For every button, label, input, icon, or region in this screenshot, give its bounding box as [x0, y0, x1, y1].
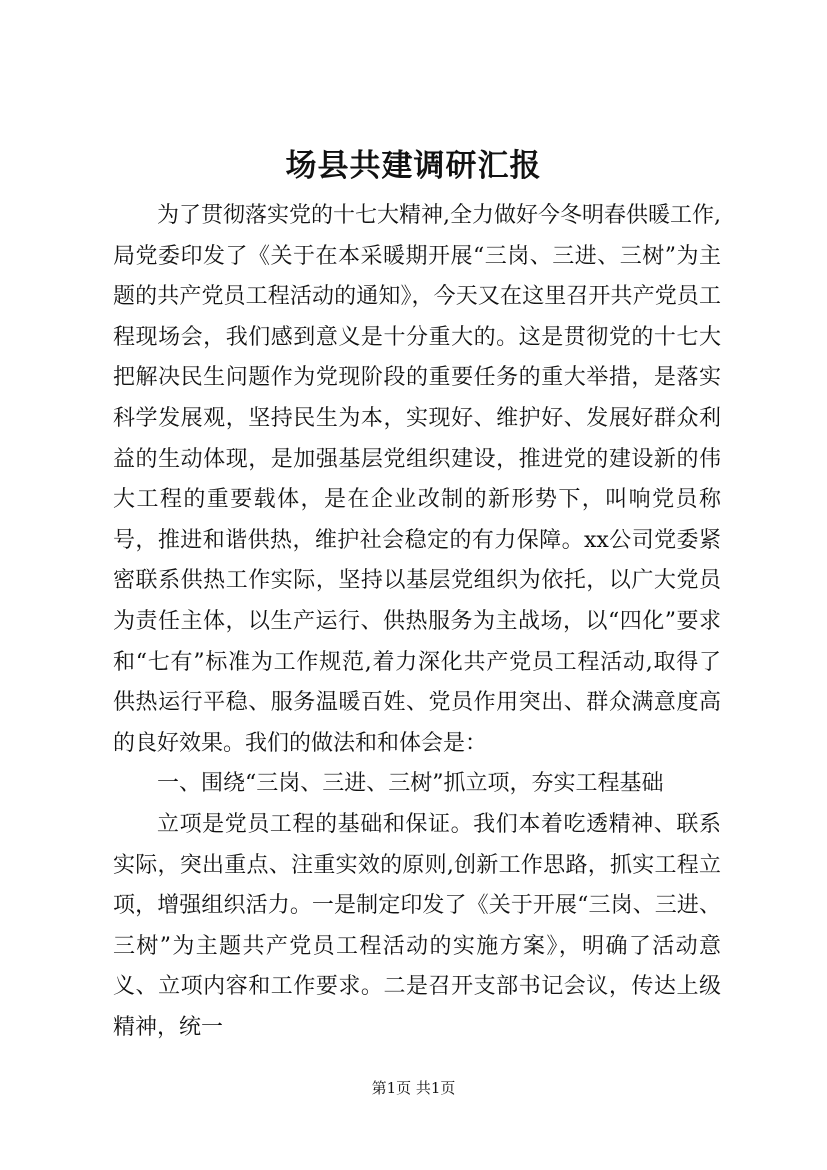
document-body [113, 196, 721, 1048]
paragraph-intro: 为了贯彻落实党的十七大精神,全力做好今冬明春供暖工作,局党委印发了《关于在本采暖期开展“三岗、三进、三树”为主题的共产党员工程活动的通知》，今天又在这里召开共产党员工程现场会，我们感到意义是十分重大的。这是贯彻党的十七大把解决民生问题作为党现阶段的重要任务的重大举措，是落实科学发展观，坚持民生为本，实现好、维护好、发展好群众利益的生动体现，是加强基层党组织建设，推进党的建设新的伟大工程的重要载体，是在企业改制的新形势下，叫响党员称号，推进和谐供热，维护社会稳定的有力保障。xx公司党委紧密联系供热工作实际，坚持以基层党组织为依托，以广大党员为责任主体，以生产运行、供热服务为主战场，以“四化”要求和“七有”标准为工作规范,着力深化共产党员工程活动,取得了供热运行平稳、服务温暖百姓、党员作用突出、群众满意度高的良好效果。我们的做法和和体会是： [113, 203, 721, 756]
page-title: 场县共建调研汇报 [285, 148, 542, 184]
paragraph-section-one: 立项是党员工程的基础和保证。我们本着吃透精神、联系实际，突出重点、注重实效的原则,创新工作思路，抓实工程立项，增强组织活力。一是制定印发了《关于开展“三岗、三进、三树”为主题共产党员工程活动的实施方案》，明确了活动意义、立项内容和工作要求。二是召开支部书记会议，传达上级精神，统一 [113, 811, 721, 1040]
section-heading-one: 一、围绕“三岗、三进、三树”抓立项，夯实工程基础 [157, 771, 664, 797]
page-footer: 第1页 共1页 [371, 1079, 456, 1097]
